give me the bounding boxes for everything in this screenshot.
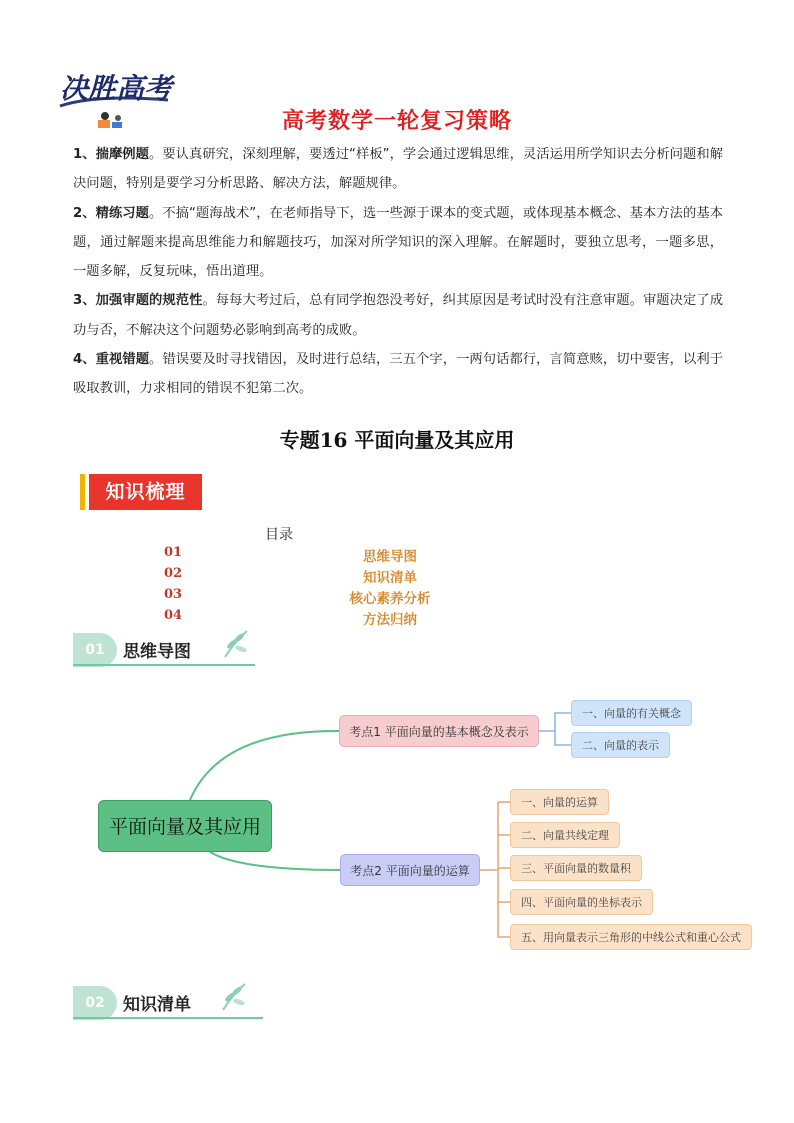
mindmap-leaf: 四、平面向量的坐标表示 bbox=[510, 889, 653, 915]
mindmap-node-k1: 考点1 平面向量的基本概念及表示 bbox=[339, 715, 539, 747]
toc-number: 01 bbox=[164, 545, 183, 560]
tip-lead: 3、加强审题的规范性 bbox=[73, 293, 203, 309]
mindmap-leaf: 二、向量的表示 bbox=[571, 732, 670, 758]
section-number: 02 bbox=[73, 986, 117, 1020]
section-header-knowledge-list bbox=[73, 986, 263, 1020]
toc-label: 知识清单 bbox=[363, 570, 417, 586]
tip-lead: 2、精练习题 bbox=[73, 205, 149, 221]
mindmap-leaf: 一、向量的运算 bbox=[510, 789, 609, 815]
leaf-icon bbox=[219, 980, 249, 1014]
mindmap-leaf: 三、平面向量的数量积 bbox=[510, 855, 642, 881]
logo-text: 决胜高考 bbox=[60, 72, 173, 105]
mindmap-node-k2: 考点2 平面向量的运算 bbox=[340, 854, 480, 886]
tip-lead: 1、揣摩例题 bbox=[73, 147, 149, 162]
section-title: 思维导图 bbox=[123, 642, 191, 662]
banner-label: 知识梳理 bbox=[89, 474, 202, 510]
toc-number: 02 bbox=[164, 566, 183, 581]
mindmap-root: 平面向量及其应用 bbox=[98, 800, 272, 852]
toc-number: 03 bbox=[164, 587, 183, 602]
toc-label: 核心素养分析 bbox=[349, 591, 431, 607]
tip-text: 。每每大考过后，总有同学抱怨没考好，纠其原因是考试时没有注意审题。审题决定了成功与否，不解决这个问题势必影响到高考的成败。 bbox=[73, 293, 723, 338]
section-underline bbox=[73, 1017, 263, 1019]
tip-text: 。要认真研究，深刻理解，要透过“样板”，学会通过逻辑思维，灵活运用所学知识去分析问题和解决问题，特别是要学习分析思路、解决方法，解题规律。 bbox=[73, 147, 723, 192]
toc-label: 思维导图 bbox=[363, 549, 417, 565]
section-title: 知识清单 bbox=[123, 995, 191, 1015]
tip-text: 。不搞“题海战术”，在老师指导下，选一些源于课本的变式题，或体现基本概念、基本方法的基本题，通过解题来提高思维能力和解题技巧，加深对所学知识的深入理解。在解题时，要独立思考，一题多思，一题多解，反复玩味，悟出道理。 bbox=[73, 205, 723, 280]
mindmap-leaf: 一、向量的有关概念 bbox=[571, 700, 692, 726]
mindmap-leaf: 五、用向量表示三角形的中线公式和重心公式 bbox=[510, 924, 752, 950]
toc-label: 方法归纳 bbox=[363, 612, 417, 628]
mindmap-leaf: 二、向量共线定理 bbox=[510, 822, 620, 848]
page-title: 高考数学一轮复习策略 bbox=[281, 109, 512, 134]
tip-lead: 4、重视错题 bbox=[73, 352, 150, 368]
toc-number: 04 bbox=[164, 608, 183, 623]
section-number: 01 bbox=[73, 633, 117, 667]
toc-heading: 目录 bbox=[265, 527, 293, 543]
tip-text: 。错误要及时寻找错因，及时进行总结，三五个字，一两句话都行，言简意赅，切中要害，以利于吸取教训，力求相同的错误不犯第二次。 bbox=[73, 352, 723, 397]
topic-title: 专题16 平面向量及其应用 bbox=[279, 428, 515, 452]
